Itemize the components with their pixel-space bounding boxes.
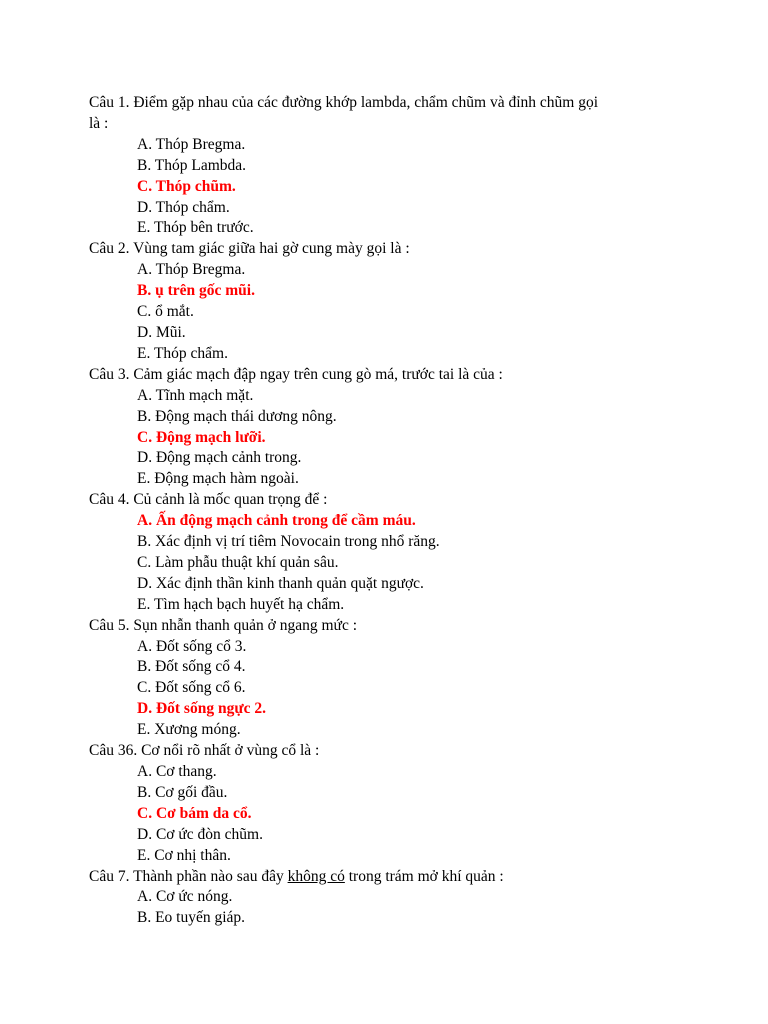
question-4 — [89, 490, 709, 615]
question-7-text-before: Câu 7. Thành phần nào sau đây — [89, 867, 288, 885]
question-7-text-underlined: không có — [287, 867, 345, 885]
question-3-text: Câu 3. Cảm giác mạch đập ngay trên cung gò má, trước tai là của : — [89, 365, 503, 383]
question-2-text: Câu 2. Vùng tam giác giữa hai gờ cung mày gọi là : — [89, 240, 410, 258]
question-4-option-e: E. Tìm hạch bạch huyết hạ chẩm. — [137, 595, 345, 613]
question-2-option-b-answer: B. ụ trên gốc mũi. — [137, 282, 255, 300]
question-36-option-d: D. Cơ ức đòn chũm. — [137, 825, 263, 843]
question-36-option-e: E. Cơ nhị thân. — [137, 846, 231, 864]
question-5-option-e: E. Xương móng. — [137, 721, 241, 739]
question-5-option-c: C. Đốt sống cổ 6. — [137, 679, 246, 697]
question-36-option-b: B. Cơ gối đầu. — [137, 783, 228, 801]
question-7-option-b: B. Eo tuyến giáp. — [137, 909, 246, 927]
question-list — [89, 93, 709, 929]
question-36-text: Câu 36. Cơ nổi rõ nhất ở vùng cổ là : — [89, 742, 320, 760]
question-7-text-after: trong trám mở khí quản : — [344, 867, 504, 885]
question-2-option-d: D. Mũi. — [137, 323, 186, 341]
question-4-option-d: D. Xác định thần kinh thanh quản quặt ngược. — [137, 574, 424, 592]
question-4-option-b: B. Xác định vị trí tiêm Novocain trong nhổ răng. — [137, 533, 440, 551]
question-5-option-b: B. Đốt sống cổ 4. — [137, 658, 246, 676]
question-4-text: Câu 4. Củ cảnh là mốc quan trọng để : — [89, 491, 328, 509]
question-1-option-a: A. Thóp Bregma. — [137, 135, 246, 153]
question-3-option-b: B. Động mạch thái dương nông. — [137, 407, 337, 425]
question-3-option-d: D. Động mạch cảnh trong. — [137, 449, 302, 467]
question-5-option-a: A. Đốt sống cổ 3. — [137, 637, 247, 655]
question-5-option-d-answer: D. Đốt sống ngực 2. — [137, 700, 267, 718]
question-3-option-c-answer: C. Động mạch lưỡi. — [137, 428, 266, 446]
question-36-option-a: A. Cơ thang. — [137, 763, 217, 780]
question-36-option-c-answer: C. Cơ bám da cổ. — [137, 804, 252, 822]
question-7 — [89, 867, 709, 930]
question-3-option-a: A. Tĩnh mạch mặt. — [137, 386, 254, 404]
question-1-option-c-answer: C. Thóp chũm. — [137, 177, 236, 195]
question-1-text: Câu 1. Điểm gặp nhau của các đường khớp lambda, chẩm chũm và đỉnh chũm gọi — [89, 94, 599, 111]
question-7-option-a: A. Cơ ức nóng. — [137, 888, 233, 906]
question-2-option-e: E. Thóp chẩm. — [137, 344, 228, 362]
question-4-option-c: C. Làm phẫu thuật khí quản sâu. — [137, 553, 339, 571]
question-2-option-a: A. Thóp Bregma. — [137, 261, 246, 279]
question-2 — [89, 239, 709, 364]
question-7-text — [89, 867, 709, 888]
question-1-option-b: B. Thóp Lambda. — [137, 156, 247, 174]
question-1-option-e: E. Thóp bên trước. — [137, 219, 254, 237]
question-3 — [89, 365, 709, 490]
question-4-option-a-answer: A. Ấn động mạch cảnh trong để cầm máu. — [137, 512, 416, 530]
question-1-option-d: D. Thóp chẩm. — [137, 198, 230, 216]
question-1 — [89, 93, 709, 239]
question-5 — [89, 616, 709, 741]
question-5-text: Câu 5. Sụn nhẫn thanh quản ở ngang mức : — [89, 616, 358, 634]
question-3-option-e: E. Động mạch hàm ngoài. — [137, 470, 299, 488]
question-2-option-c: C. ổ mắt. — [137, 303, 194, 321]
question-1-text-continued: là : — [89, 114, 109, 132]
question-36 — [89, 741, 709, 866]
